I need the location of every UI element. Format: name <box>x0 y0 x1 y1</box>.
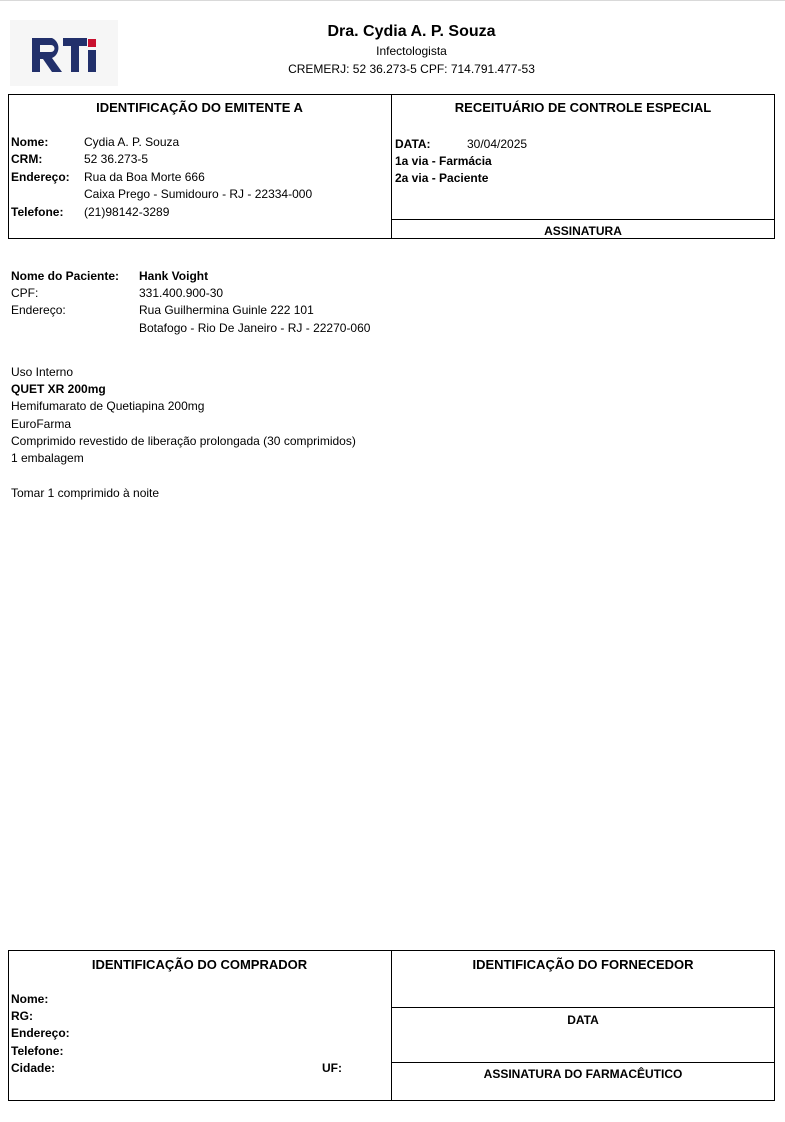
prescription-instructions: Tomar 1 comprimido à noite <box>11 486 160 500</box>
control-via2: 2a via - Paciente <box>395 171 489 185</box>
control-date-label: DATA: <box>395 137 431 151</box>
supplier-signature-label: ASSINATURA DO FARMACÊUTICO <box>483 1067 683 1081</box>
supplier-date-label: DATA <box>567 1013 599 1027</box>
issuer-address-line2: Caixa Prego - Sumidouro - RJ - 22334-000 <box>84 187 313 201</box>
buyer-rg-label: RG: <box>11 1009 33 1023</box>
control-signature-label: ASSINATURA <box>544 224 622 238</box>
issuer-phone-value: (21)98142-3289 <box>84 205 170 219</box>
buyer-address-label: Endereço: <box>11 1026 70 1040</box>
patient-cpf-value: 331.400.900-30 <box>139 286 224 300</box>
patient-address-label: Endereço: <box>11 303 66 317</box>
issuer-box-divider <box>391 94 392 239</box>
issuer-title: IDENTIFICAÇÃO DO EMITENTE A <box>96 100 303 115</box>
control-title: RECEITUÁRIO DE CONTROLE ESPECIAL <box>454 100 712 115</box>
prescription-drug-name: QUET XR 200mg <box>11 382 106 396</box>
patient-address-line1: Rua Guilhermina Guinle 222 101 <box>139 303 314 317</box>
issuer-phone-label: Telefone: <box>11 205 64 219</box>
issuer-crm-value: 52 36.273-5 <box>84 152 149 166</box>
supplier-title: IDENTIFICAÇÃO DO FORNECEDOR <box>472 957 694 972</box>
patient-name-label: Nome do Paciente: <box>11 269 120 283</box>
supplier-rule-1 <box>391 1007 775 1008</box>
buyer-title: IDENTIFICAÇÃO DO COMPRADOR <box>91 957 308 972</box>
issuer-crm-label: CRM: <box>11 152 43 166</box>
prescription-manufacturer: EuroFarma <box>11 417 72 431</box>
buyer-city-label: Cidade: <box>11 1061 56 1075</box>
patient-name-value: Hank Voight <box>139 269 209 283</box>
patient-cpf-label: CPF: <box>11 286 39 300</box>
prescription-form: Comprimido revestido de liberação prolongada (30 comprimidos) <box>11 434 356 448</box>
issuer-address-line1: Rua da Boa Morte 666 <box>84 170 205 184</box>
buyer-phone-label: Telefone: <box>11 1044 64 1058</box>
control-date-value: 30/04/2025 <box>467 137 528 151</box>
issuer-name-value: Cydia A. P. Souza <box>84 135 180 149</box>
top-rule <box>0 0 785 1</box>
doctor-registration: CREMERJ: 52 36.273-5 CPF: 714.791.477-53 <box>288 62 535 76</box>
buyer-uf-label: UF: <box>322 1061 342 1075</box>
prescription-quantity: 1 embalagem <box>11 451 84 465</box>
signature-rule <box>391 219 775 220</box>
prescription-active-ingredient: Hemifumarato de Quetiapina 200mg <box>11 399 205 413</box>
patient-address-line2: Botafogo - Rio De Janeiro - RJ - 22270-060 <box>139 321 371 335</box>
supplier-rule-2 <box>391 1062 775 1063</box>
prescription-usage: Uso Interno <box>11 365 74 379</box>
doctor-name: Dra. Cydia A. P. Souza <box>327 23 496 40</box>
control-via1: 1a via - Farmácia <box>395 154 492 168</box>
buyer-name-label: Nome: <box>11 992 49 1006</box>
issuer-name-label: Nome: <box>11 135 49 149</box>
doctor-specialty: Infectologista <box>376 44 447 58</box>
issuer-address-label: Endereço: <box>11 170 70 184</box>
